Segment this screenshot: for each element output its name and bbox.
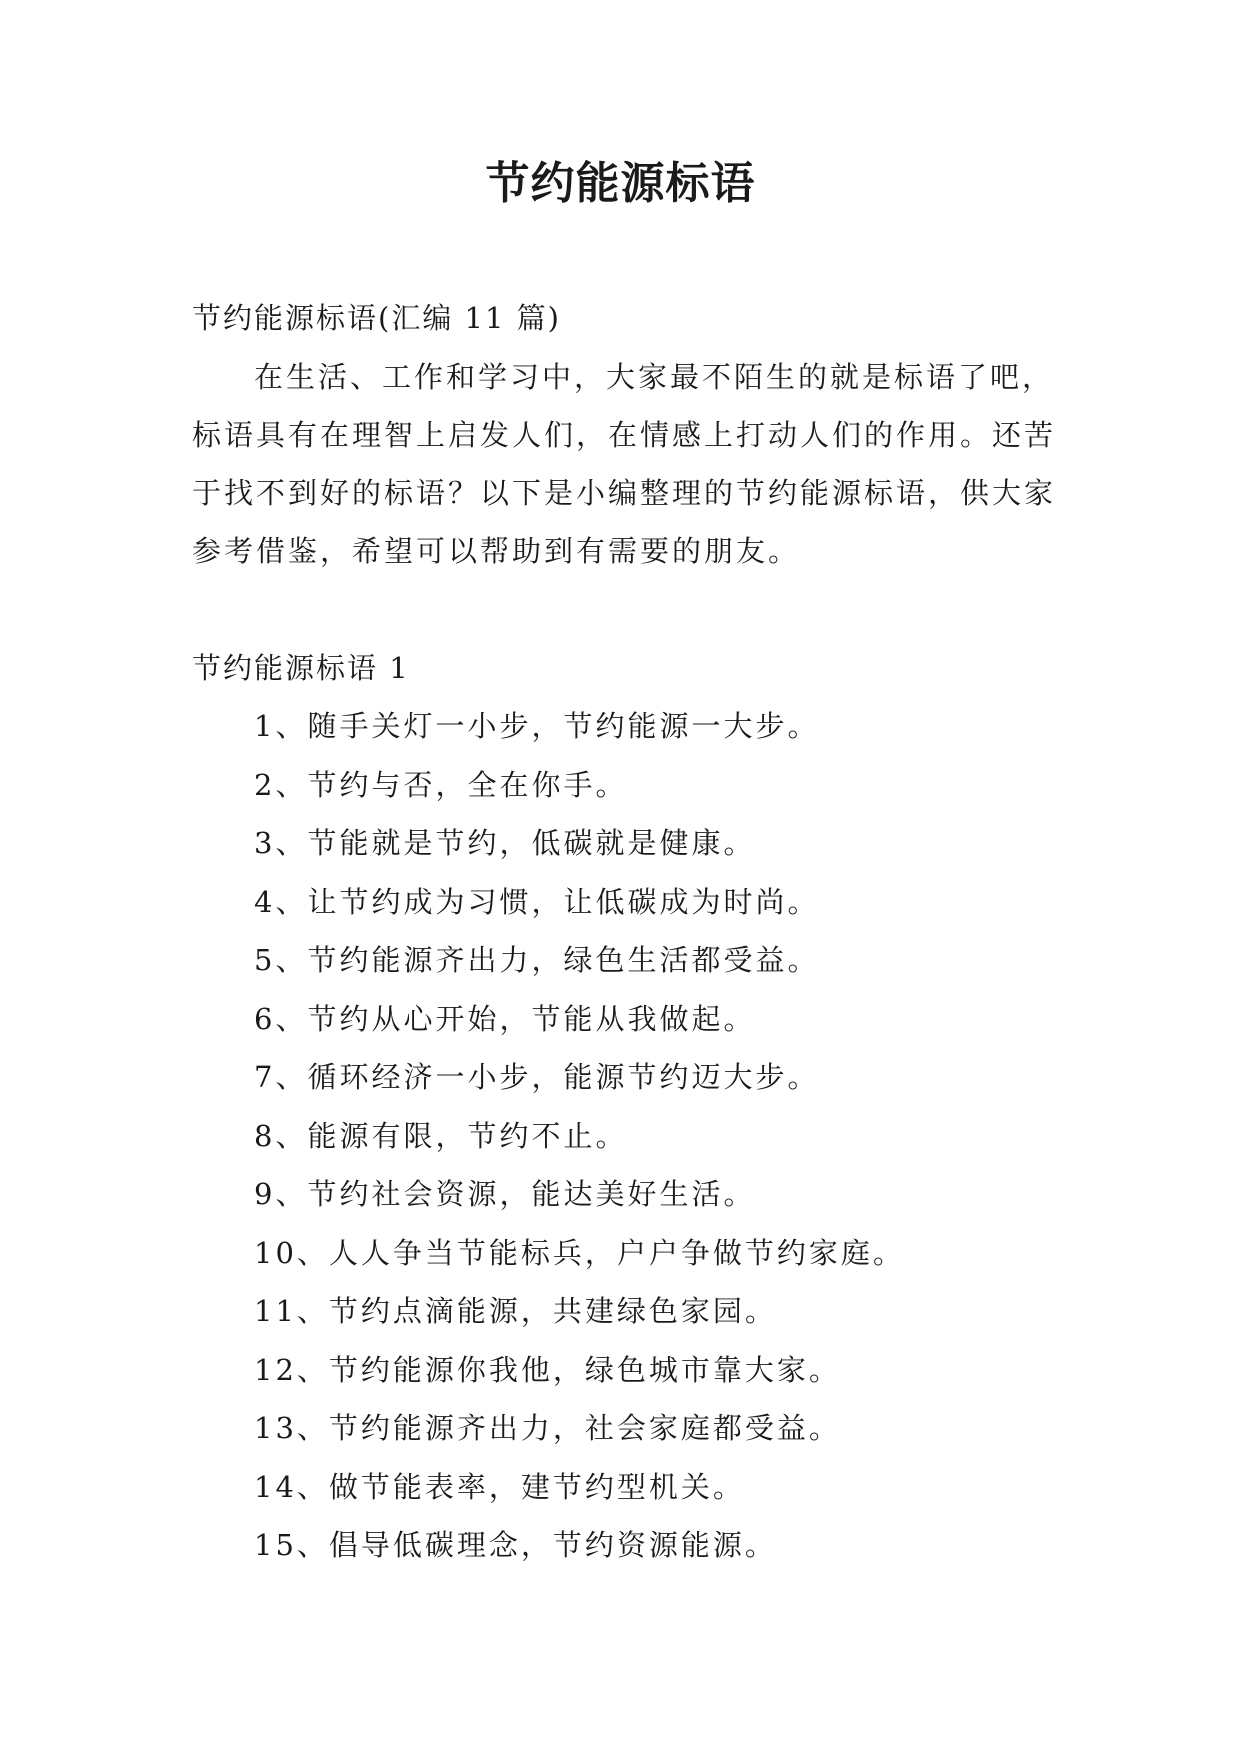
slogan-item: 12、节约能源你我他，绿色城市靠大家。 — [254, 1352, 841, 1387]
slogan-item: 9、节约社会资源，能达美好生活。 — [254, 1177, 756, 1211]
slogan-item: 1、随手关灯一小步，节约能源一大步。 — [254, 709, 820, 743]
slogan-item: 5、节约能源齐出力，绿色生活都受益。 — [254, 943, 820, 977]
page-title: 节约能源标语 — [485, 158, 756, 209]
slogan-item: 14、做节能表率，建节约型机关。 — [254, 1469, 745, 1504]
document-subtitle: 节约能源标语(汇编 11 篇) — [192, 301, 561, 335]
slogan-item: 2、节约与否，全在你手。 — [254, 767, 628, 802]
slogan-item: 13、节约能源齐出力，社会家庭都受益。 — [254, 1411, 841, 1445]
intro-paragraph: 在生活、工作和学习中，大家最不陌生的就是标语了吧，标语具有在理智上启发人们，在情感上打动人们的作用。还苦于找不到好的标语？以下是小编整理的节约能源标语，供大家参考借鉴，希望可以帮助到有需要的朋友。 — [192, 360, 1057, 568]
slogan-item: 7、循环经济一小步，能源节约迈大步。 — [254, 1060, 820, 1094]
section-heading: 节约能源标语 1 — [192, 651, 410, 685]
slogan-item: 11、节约点滴能源，共建绿色家园。 — [254, 1294, 777, 1328]
slogan-item: 4、让节约成为习惯，让低碳成为时尚。 — [254, 884, 820, 919]
slogan-item: 3、节能就是节约，低碳就是健康。 — [254, 826, 756, 860]
slogan-item: 6、节约从心开始，节能从我做起。 — [254, 1001, 756, 1036]
slogan-item: 8、能源有限，节约不止。 — [254, 1118, 628, 1153]
slogan-item: 15、倡导低碳理念，节约资源能源。 — [254, 1528, 777, 1562]
slogan-list — [254, 697, 905, 1575]
slogan-item: 10、人人争当节能标兵，户户争做节约家庭。 — [254, 1235, 905, 1270]
